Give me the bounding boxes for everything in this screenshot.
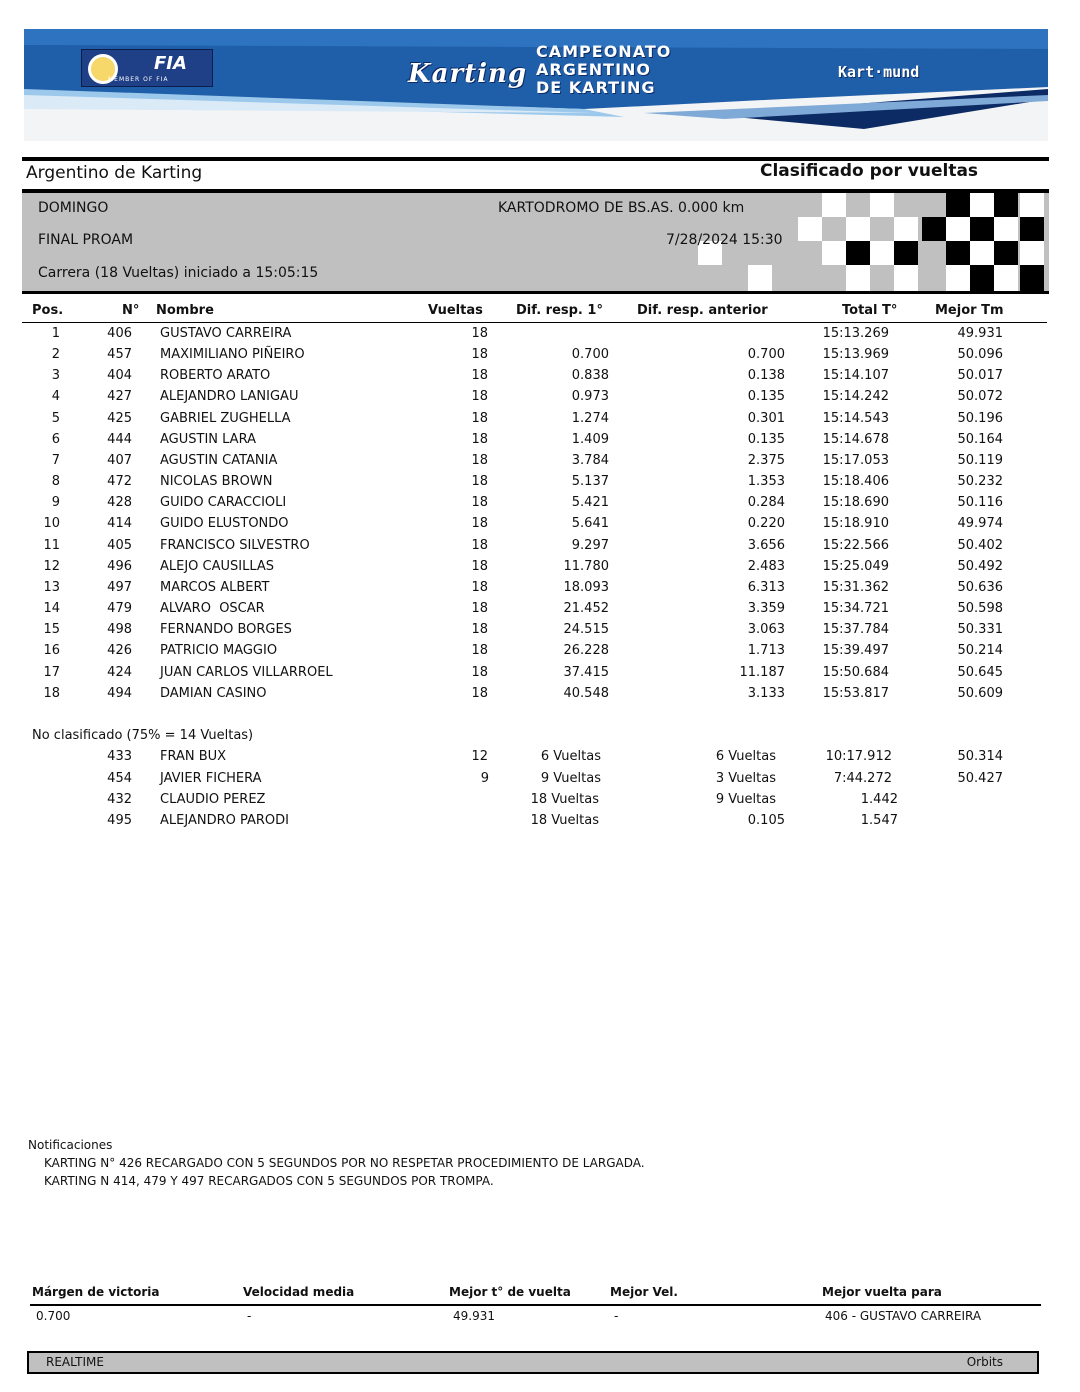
row-name: MARCOS ALBERT (160, 580, 270, 595)
table-row (0, 432, 1080, 453)
row-num: 432 (107, 792, 132, 807)
row-total: 15:18.690 (822, 495, 889, 510)
row-total: 1.442 (860, 792, 898, 807)
footer-best-lap-for-value: 406 - GUSTAVO CARREIRA (825, 1309, 982, 1323)
championship-title-line: DE KARTING (536, 78, 656, 97)
row-diff-prev: 2.483 (747, 559, 785, 574)
row-diff-first: 9.297 (571, 538, 609, 553)
session-name: FINAL PROAM (38, 232, 134, 248)
row-name: GUSTAVO CARREIRA (160, 326, 292, 341)
row-diff-first: 40.548 (563, 686, 609, 701)
col-header-num: N° (122, 303, 140, 318)
row-pos: 17 (43, 665, 60, 680)
row-pos: 1 (51, 326, 60, 341)
row-diff-first: 26.228 (563, 643, 609, 658)
row-laps: 18 (471, 389, 488, 404)
footer-bar-left-label: REALTIME (46, 1355, 104, 1369)
row-name: GUIDO ELUSTONDO (160, 516, 289, 531)
row-diff-first: 21.452 (563, 601, 609, 616)
row-diff-first: 9 Vueltas (540, 771, 601, 786)
table-row (0, 453, 1080, 474)
row-diff-first: 5.421 (571, 495, 609, 510)
table-row (0, 580, 1080, 601)
row-diff-first: 18 Vueltas (530, 792, 599, 807)
col-header-total: Total T° (842, 303, 898, 318)
row-best: 49.974 (957, 516, 1003, 531)
notification-line: KARTING N 414, 479 Y 497 RECARGADOS CON 5 SEGUNDOS POR TROMPA. (44, 1174, 494, 1188)
row-name: ALVARO OSCAR (160, 601, 265, 616)
organizer-title: Argentino de Karting (26, 163, 203, 183)
row-best: 50.119 (957, 453, 1003, 468)
not-classified-row (0, 792, 1080, 813)
row-diff-first: 5.641 (571, 516, 609, 531)
not-classified-title: No clasificado (75% = 14 Vueltas) (32, 728, 254, 743)
row-num: 427 (107, 389, 132, 404)
row-name: FRAN BUX (160, 749, 227, 764)
row-num: 454 (107, 771, 132, 786)
row-diff-first: 37.415 (563, 665, 609, 680)
row-laps: 18 (471, 686, 488, 701)
session-day: DOMINGO (38, 200, 109, 216)
row-laps: 18 (471, 453, 488, 468)
row-best: 50.017 (957, 368, 1003, 383)
row-name: AGUSTIN LARA (160, 432, 256, 447)
row-diff-prev: 2.375 (747, 453, 785, 468)
row-laps: 18 (471, 580, 488, 595)
row-name: JUAN CARLOS VILLARROEL (160, 665, 333, 680)
table-row (0, 474, 1080, 495)
row-total: 15:14.107 (822, 368, 889, 383)
row-laps: 9 (480, 771, 489, 786)
row-num: 444 (107, 432, 132, 447)
row-name: GUIDO CARACCIOLI (160, 495, 287, 510)
session-datetime: 7/28/2024 15:30 (666, 232, 783, 248)
row-num: 407 (107, 453, 132, 468)
row-num: 497 (107, 580, 132, 595)
row-diff-prev: 3.063 (747, 622, 785, 637)
row-name: PATRICIO MAGGIO (160, 643, 278, 658)
row-diff-first: 24.515 (563, 622, 609, 637)
row-laps: 18 (471, 559, 488, 574)
col-header-diff-first: Dif. resp. 1° (516, 303, 603, 318)
row-diff-prev: 0.284 (747, 495, 785, 510)
race-info: Carrera (18 Vueltas) iniciado a 15:05:15 (38, 265, 319, 281)
row-total: 15:25.049 (822, 559, 889, 574)
table-row (0, 622, 1080, 643)
row-total: 15:17.053 (822, 453, 889, 468)
col-header-name: Nombre (156, 303, 214, 318)
row-best: 50.232 (957, 474, 1003, 489)
row-laps: 18 (471, 495, 488, 510)
row-name: NICOLAS BROWN (160, 474, 273, 489)
row-pos: 15 (43, 622, 60, 637)
row-diff-prev: 3.656 (747, 538, 785, 553)
row-name: ALEJO CAUSILLAS (160, 559, 275, 574)
row-total: 15:14.678 (822, 432, 889, 447)
row-num: 414 (107, 516, 132, 531)
report-type-title: Clasificado por vueltas (760, 161, 979, 181)
row-diff-first: 11.780 (563, 559, 609, 574)
row-num: 494 (107, 686, 132, 701)
row-best: 50.645 (957, 665, 1003, 680)
row-total: 15:14.543 (822, 411, 889, 426)
row-best: 50.096 (957, 347, 1003, 362)
table-row (0, 347, 1080, 368)
row-diff-first: 1.274 (571, 411, 609, 426)
table-row (0, 559, 1080, 580)
row-laps: 18 (471, 411, 488, 426)
row-diff-first: 3.784 (571, 453, 609, 468)
row-total: 15:31.362 (822, 580, 889, 595)
row-laps: 18 (471, 622, 488, 637)
table-row (0, 326, 1080, 347)
row-total: 15:50.684 (822, 665, 889, 680)
footer-margin-value: 0.700 (36, 1309, 71, 1323)
session-info-band (22, 193, 1049, 291)
row-diff-prev: 1.713 (747, 643, 785, 658)
row-best: 50.636 (957, 580, 1003, 595)
row-total: 7:44.272 (833, 771, 892, 786)
row-pos: 5 (51, 411, 60, 426)
row-total: 15:22.566 (822, 538, 889, 553)
row-name: ROBERTO ARATO (160, 368, 271, 383)
row-best: 49.931 (957, 326, 1003, 341)
championship-title-line: ARGENTINO (536, 60, 652, 79)
table-row (0, 411, 1080, 432)
row-total: 15:18.406 (822, 474, 889, 489)
row-diff-first: 6 Vueltas (540, 749, 601, 764)
row-num: 433 (107, 749, 132, 764)
row-laps: 18 (471, 474, 488, 489)
row-diff-prev: 6 Vueltas (715, 749, 776, 764)
row-num: 405 (107, 538, 132, 553)
table-row (0, 538, 1080, 559)
row-num: 428 (107, 495, 132, 510)
table-row (0, 389, 1080, 410)
row-laps: 12 (471, 749, 488, 764)
row-pos: 8 (51, 474, 60, 489)
table-row (0, 686, 1080, 707)
row-diff-prev: 0.700 (747, 347, 785, 362)
row-pos: 14 (43, 601, 60, 616)
footer-avg-speed-value: - (247, 1309, 252, 1323)
table-row (0, 643, 1080, 664)
row-diff-prev: 11.187 (739, 665, 785, 680)
row-num: 495 (107, 813, 132, 828)
row-name: MAXIMILIANO PIÑEIRO (160, 347, 305, 362)
row-pos: 7 (51, 453, 60, 468)
notifications-title: Notificaciones (28, 1138, 113, 1152)
kartmund-logo: Kart·mund (838, 63, 920, 81)
row-diff-prev: 0.135 (747, 389, 785, 404)
karting-logo: Karting (408, 59, 528, 89)
row-pos: 11 (43, 538, 60, 553)
header-bottom-rule (22, 291, 1049, 294)
col-header-laps: Vueltas (428, 303, 483, 318)
row-name: DAMIAN CASINO (160, 686, 267, 701)
row-num: 498 (107, 622, 132, 637)
row-pos: 10 (43, 516, 60, 531)
row-best: 50.196 (957, 411, 1003, 426)
row-best: 50.314 (957, 749, 1003, 764)
row-diff-prev: 9 Vueltas (715, 792, 776, 807)
header-banner (24, 29, 1048, 141)
table-row (0, 516, 1080, 537)
table-row (0, 601, 1080, 622)
row-num: 424 (107, 665, 132, 680)
table-row (0, 368, 1080, 389)
row-num: 496 (107, 559, 132, 574)
row-name: CLAUDIO PEREZ (160, 792, 266, 807)
row-diff-prev: 0.301 (747, 411, 785, 426)
row-num: 472 (107, 474, 132, 489)
row-diff-first: 0.973 (571, 389, 609, 404)
championship-title (536, 43, 671, 97)
row-total: 15:39.497 (822, 643, 889, 658)
row-best: 50.609 (957, 686, 1003, 701)
row-diff-prev: 0.105 (747, 813, 785, 828)
row-name: FRANCISCO SILVESTRO (160, 538, 310, 553)
row-diff-first: 18.093 (563, 580, 609, 595)
not-classified-row (0, 771, 1080, 792)
row-pos: 4 (51, 389, 60, 404)
table-header-rule (22, 322, 1047, 323)
footer-best-speed-value: - (614, 1309, 619, 1323)
row-total: 15:37.784 (822, 622, 889, 637)
table-row (0, 495, 1080, 516)
row-total: 15:53.817 (822, 686, 889, 701)
row-diff-prev: 3 Vueltas (715, 771, 776, 786)
not-classified-row (0, 749, 1080, 770)
row-name: JAVIER FICHERA (160, 771, 262, 786)
row-num: 404 (107, 368, 132, 383)
col-header-best: Mejor Tm (935, 303, 1004, 318)
row-diff-prev: 0.138 (747, 368, 785, 383)
footer-rule (30, 1304, 1041, 1306)
row-pos: 3 (51, 368, 60, 383)
footer-header-best-lap-time: Mejor t° de vuelta (449, 1285, 571, 1299)
row-laps: 18 (471, 538, 488, 553)
row-total: 15:18.910 (822, 516, 889, 531)
row-name: ALEJANDRO PARODI (160, 813, 289, 828)
footer-header-margin: Márgen de victoria (32, 1285, 160, 1299)
row-pos: 18 (43, 686, 60, 701)
row-best: 50.402 (957, 538, 1003, 553)
row-best: 50.427 (957, 771, 1003, 786)
fia-logo (81, 49, 213, 87)
row-best: 50.164 (957, 432, 1003, 447)
row-laps: 18 (471, 601, 488, 616)
row-diff-first: 0.700 (571, 347, 609, 362)
row-num: 425 (107, 411, 132, 426)
row-laps: 18 (471, 326, 488, 341)
row-num: 406 (107, 326, 132, 341)
row-diff-first: 18 Vueltas (530, 813, 599, 828)
row-name: ALEJANDRO LANIGAU (160, 389, 299, 404)
row-diff-prev: 6.313 (747, 580, 785, 595)
row-total: 10:17.912 (825, 749, 892, 764)
row-name: GABRIEL ZUGHELLA (160, 411, 291, 426)
row-total: 15:13.269 (822, 326, 889, 341)
row-num: 457 (107, 347, 132, 362)
row-laps: 18 (471, 368, 488, 383)
row-pos: 2 (51, 347, 60, 362)
row-pos: 13 (43, 580, 60, 595)
championship-title-line: CAMPEONATO (536, 42, 672, 61)
row-num: 426 (107, 643, 132, 658)
footer-header-avg-speed: Velocidad media (243, 1285, 355, 1299)
row-best: 50.116 (957, 495, 1003, 510)
row-laps: 18 (471, 643, 488, 658)
row-diff-prev: 0.220 (747, 516, 785, 531)
row-diff-prev: 3.133 (747, 686, 785, 701)
footer-header-best-speed: Mejor Vel. (610, 1285, 678, 1299)
row-diff-prev: 0.135 (747, 432, 785, 447)
row-num: 479 (107, 601, 132, 616)
row-diff-prev: 1.353 (747, 474, 785, 489)
footer-bar-right-label: Orbits (966, 1355, 1003, 1369)
row-best: 50.598 (957, 601, 1003, 616)
row-best: 50.072 (957, 389, 1003, 404)
fia-member-label: MEMBER OF FIA (108, 76, 169, 83)
row-best: 50.331 (957, 622, 1003, 637)
venue: KARTODROMO DE BS.AS. 0.000 km (498, 200, 745, 216)
col-header-diff-prev: Dif. resp. anterior (637, 303, 768, 318)
row-laps: 18 (471, 347, 488, 362)
table-row (0, 665, 1080, 686)
row-diff-first: 1.409 (571, 432, 609, 447)
col-header-pos: Pos. (32, 303, 64, 318)
fia-label: FIA (154, 53, 187, 74)
row-best: 50.214 (957, 643, 1003, 658)
not-classified-row (0, 813, 1080, 834)
footer-best-lap-time-value: 49.931 (453, 1309, 495, 1323)
row-total: 15:14.242 (822, 389, 889, 404)
row-total: 15:13.969 (822, 347, 889, 362)
notification-line: KARTING N° 426 RECARGADO CON 5 SEGUNDOS POR NO RESPETAR PROCEDIMIENTO DE LARGADA. (44, 1156, 645, 1170)
row-laps: 18 (471, 665, 488, 680)
row-pos: 16 (43, 643, 60, 658)
row-total: 15:34.721 (822, 601, 889, 616)
row-pos: 12 (43, 559, 60, 574)
row-pos: 9 (51, 495, 60, 510)
footer-bar (27, 1351, 1039, 1374)
row-pos: 6 (51, 432, 60, 447)
row-diff-first: 0.838 (571, 368, 609, 383)
row-laps: 18 (471, 432, 488, 447)
footer-header-best-lap-for: Mejor vuelta para (822, 1285, 942, 1299)
row-name: FERNANDO BORGES (160, 622, 292, 637)
row-best: 50.492 (957, 559, 1003, 574)
row-name: AGUSTIN CATANIA (160, 453, 278, 468)
row-diff-first: 5.137 (571, 474, 609, 489)
row-diff-prev: 3.359 (747, 601, 785, 616)
row-total: 1.547 (860, 813, 898, 828)
row-laps: 18 (471, 516, 488, 531)
